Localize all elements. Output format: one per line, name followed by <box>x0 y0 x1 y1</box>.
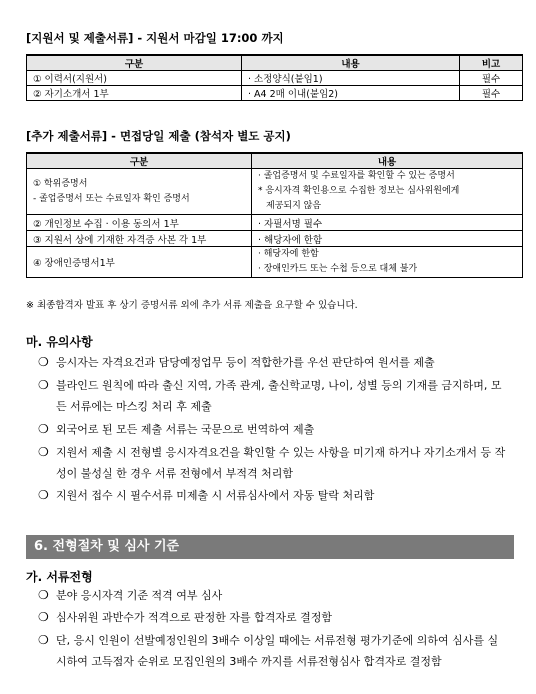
section-title-application: [지원서 및 제출서류] - 지원서 마감일 17:00 까지 <box>26 31 284 45</box>
cell-line: - 졸업증명서 또는 수료일자 확인 증명서 <box>33 193 190 204</box>
table-cell: ① 이력서(지원서) <box>27 71 242 86</box>
table-row <box>27 86 523 101</box>
list-item-text: 외국어로 된 모든 제출 서류는 국문으로 번역하여 제출 <box>56 423 315 436</box>
list-item <box>38 419 508 440</box>
section-heading-document-screening: 가. 서류전형 <box>26 570 93 584</box>
table-cell: · 해당자에 한함 <box>252 231 523 247</box>
circle-bullet-icon: ❍ <box>38 355 49 369</box>
table-cell: ② 개인정보 수집 · 이용 동의서 1부 <box>27 215 252 231</box>
cell-line: · 졸업증명서 및 수료일자를 확인할 수 있는 증명서 <box>258 171 455 181</box>
circle-bullet-icon: ❍ <box>38 378 49 392</box>
list-item-text: 응시자는 자격요건과 담당예정업무 등이 적합한가를 우선 판단하여 원서를 제출 <box>56 356 435 369</box>
list-item <box>38 352 508 373</box>
list-item-text: 분야 응시자격 기준 적격 여부 심사 <box>56 589 223 602</box>
table-row <box>27 247 523 278</box>
list-item-text: 블라인드 원칙에 따라 출신 지역, 가족 관계, 출신학교명, 나이, 성별 등의 기재를 금지하며, 모든 서류에는 마스킹 처리 후 제출 <box>56 379 502 413</box>
circle-bullet-icon: ❍ <box>38 633 49 647</box>
cell-line: * 응시자격 확인용으로 수집한 정보는 심사위원에게 <box>258 186 460 196</box>
list-item <box>38 630 508 672</box>
table-row <box>27 169 523 215</box>
list-item <box>38 375 508 417</box>
table-cell <box>252 247 523 278</box>
cell-line: 제공되지 않음 <box>266 201 322 211</box>
table-row <box>27 215 523 231</box>
list-item <box>38 485 508 506</box>
application-documents-table <box>26 54 523 101</box>
list-item-text: 지원서 접수 시 필수서류 미제출 시 서류심사에서 자동 탈락 처리함 <box>56 489 375 502</box>
table-cell: ③ 지원서 상에 기재한 자격증 사본 각 1부 <box>27 231 252 247</box>
list-item <box>38 585 508 606</box>
circle-bullet-icon: ❍ <box>38 610 49 624</box>
table-cell <box>27 169 252 215</box>
header-category: 구분 <box>27 55 242 71</box>
table-header-row <box>27 153 523 169</box>
header-content: 내용 <box>252 153 523 169</box>
section-banner: 6. 전형절차 및 심사 기준 <box>26 535 514 559</box>
list-item-text: 단, 응시 인원이 선발예정인원의 3배수 이상일 때에는 서류전형 평가기준에 의하여 심사를 실시하여 고득점자 순위로 모집인원의 3배수 까지를 서류전형심사 합격자로 결정함 <box>56 634 499 668</box>
header-category: 구분 <box>27 153 252 169</box>
section-title-additional: [추가 제출서류] - 면접당일 제출 (참석자 별도 공지) <box>26 129 291 143</box>
circle-bullet-icon: ❍ <box>38 588 49 602</box>
table-cell: · A4 2매 이내(붙임2) <box>242 86 460 101</box>
notice-text: ※ 최종합격자 발표 후 상기 증명서류 외에 추가 서류 제출을 요구할 수 있습니다. <box>26 300 358 311</box>
table-cell: · 소정양식(붙임1) <box>242 71 460 86</box>
table-row <box>27 231 523 247</box>
section-heading-notes: 마. 유의사항 <box>26 335 93 349</box>
table-cell: · 자필서명 필수 <box>252 215 523 231</box>
table-cell: ④ 장애인증명서1부 <box>27 247 252 278</box>
table-header-row <box>27 55 523 71</box>
cell-line: · 장애인카드 또는 수첩 등으로 대체 불가 <box>258 264 418 274</box>
list-item <box>38 442 508 484</box>
cell-line: ① 학위증명서 <box>33 178 88 189</box>
list-item-text: 지원서 제출 시 전형별 응시자격요건을 확인할 수 있는 사항을 미기재 하거나 자기소개서 등 작성이 불성실 한 경우 서류 전형에서 부적격 처리함 <box>56 446 506 480</box>
circle-bullet-icon: ❍ <box>38 445 49 459</box>
table-row <box>27 71 523 86</box>
table-cell: ② 자기소개서 1부 <box>27 86 242 101</box>
cell-line: · 해당자에 한함 <box>258 249 319 259</box>
circle-bullet-icon: ❍ <box>38 488 49 502</box>
table-cell: 필수 <box>460 86 523 101</box>
table-cell: 필수 <box>460 71 523 86</box>
header-remark: 비고 <box>460 55 523 71</box>
list-item-text: 심사위원 과반수가 적격으로 판정한 자를 합격자로 결정함 <box>56 611 333 624</box>
list-item <box>38 607 508 628</box>
circle-bullet-icon: ❍ <box>38 422 49 436</box>
additional-documents-table <box>26 152 523 278</box>
header-content: 내용 <box>242 55 460 71</box>
table-cell <box>252 169 523 215</box>
